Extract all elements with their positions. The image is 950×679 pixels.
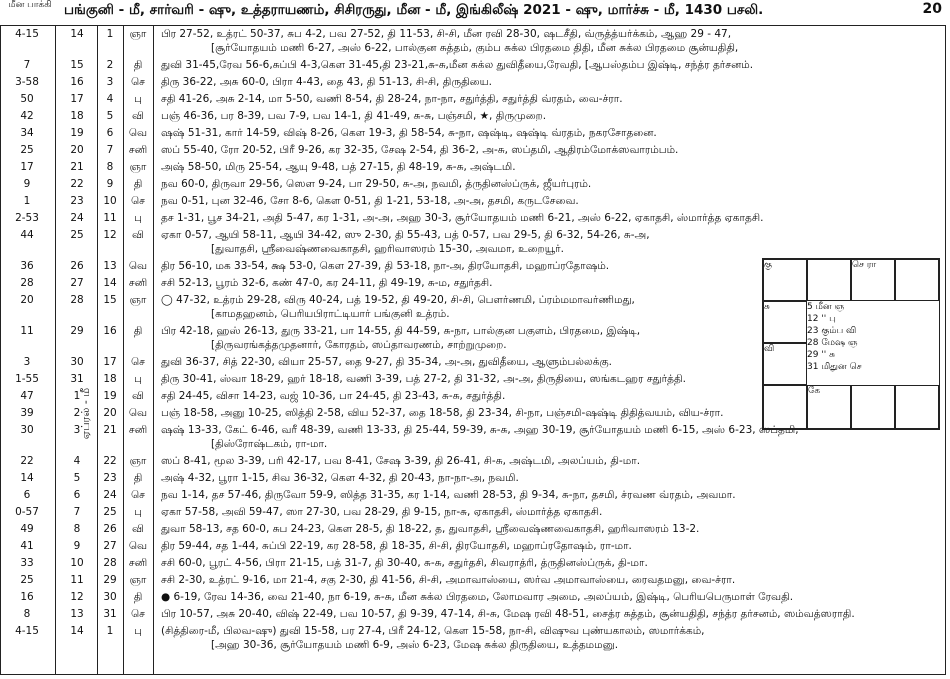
row-col2: 15 [70,59,84,71]
row-col3: 5 [106,110,114,122]
row-weekday: வெ [128,127,148,139]
table-row [1,608,945,624]
row-col2: 1 [73,390,81,402]
row-weekday: வெ [128,407,148,419]
table-row [1,472,945,488]
table-row [1,229,945,259]
table-row [1,127,945,143]
row-details: பஞ் 18-58, அனு 10-25, ஸித்தி 2-58, விய 52-37, தை 18-58, தி 23-34, சி-நா, பஞ்சமி-ஷஷ்டி திதித்வயம், விய-ச்ரா. [161,407,724,419]
row-details-continued: [திருவரங்கத்தமுதனார், கோரதம், ஸப்தாவரணம், சாற்றுமுறை. [211,339,507,351]
row-details: ஷஷ் 51-31, கார் 14-59, விஷ் 8-26, கௌ 19-3, தி 58-54, சு-நா, ஷஷ்டி, ஷஷ்டி வ்ரதம், நகரசோதனை. [161,127,657,139]
row-weekday: பு [134,212,142,224]
row-details: சதி 24-45, விசா 14-23, வஜ் 10-36, பா 24-45, தி 23-43, சு-சு, சதுர்த்தி. [161,390,506,402]
row-col2: 14 [70,625,84,637]
page-title: பங்குனி - மீ, சார்வரி - ஷு, உத்தராயணம், சிசிரருது, மீன - மீ, இங்கிலீஷ் 2021 - ஷு, மார்ச்சு - மீ, 1430 பசலி. [64,2,764,18]
left-top-label: மீன பாக்கி [8,0,52,10]
row-details: பிர 42-18, ஹஸ் 26-13, துரு 33-21, பா 14-55, தி 44-59, சு-நா, பால்குன பகுளம், பிரதமை, இஷ்டி, [161,325,641,337]
row-col3: 19 [103,390,117,402]
row-col3: 1 [106,28,114,40]
row-col3: 26 [103,523,117,535]
row-details: சசி 52-13, பூரம் 32-6, கண் 47-0, கர 24-11, தி 49-19, சு-ம, சதுர்தசி. [161,277,493,289]
row-col1: 22 [20,455,34,467]
row-weekday: ஞா [129,574,147,586]
row-weekday: தி [133,59,143,71]
row-col1: 25 [20,574,34,586]
row-details: நவ 0-51, புன 32-46, சோ 8-6, கௌ 0-51, தி 1-21, 53-18, அ-அ, தசமி, கருடசேவை. [161,195,579,207]
table-row [1,489,945,505]
month-side-label: ஏப்ரல் - மீ [79,387,93,440]
row-details-continued: [காமதஹனம், பெரியபிராட்டியார் பங்குனி உத்ரம். [211,308,450,320]
grid-cell [807,259,851,301]
row-col2: 27 [70,277,84,289]
table-row [1,212,945,228]
row-col2: 16 [70,76,84,88]
row-col3: 22 [103,455,117,467]
row-weekday: வி [132,110,144,122]
row-col2: 31 [70,373,84,385]
row-details: (சித்திரை-மீ, பிலவ-ஷு) துவி 15-58, பர 27-4, பிரீ 24-12, கௌ 15-58, நா-சி, விஷுவ புண்யகாலம், ஸமார்க்கம், [161,625,705,637]
row-col3: 16 [103,325,117,337]
row-col3: 28 [103,557,117,569]
row-details: ● 6-19, ரேவ 14-36, வை 21-40, நா 6-19, சு-சு, மீன சுக்ல பிரதமை, லோமவார அமை, அலப்யம், இஷ்டி, பெரியபெருமாள் ரேவதி. [161,591,794,603]
row-col3: 1 [106,625,114,637]
row-col2: 3 [73,424,81,436]
row-col2: 22 [70,178,84,190]
row-col1: 50 [20,93,34,105]
row-weekday: செ [131,489,145,501]
row-details: திர 56-10, மக 33-54, க்ஷ 53-0, கௌ 27-39, தி 53-18, நா-அ, திரயோதசி, மஹாப்ரதோஷம். [161,260,610,272]
table-row [1,110,945,126]
row-details-continued: [சூர்யோதயம் மணி 6-27, அஸ் 6-22, பால்குன சுத்தம், கும்ப சுக்ல பிரதமை திதி, மீன சுக்ல பிரதமை சூன்யதிதி, [211,42,739,54]
row-col2: 24 [70,212,84,224]
row-col1: 1-55 [15,373,39,385]
row-weekday: சனி [128,144,148,156]
row-col2: 28 [70,294,84,306]
row-weekday: சனி [128,277,148,289]
row-col1: 30 [20,424,34,436]
row-weekday: பு [134,625,142,637]
row-weekday: பு [134,373,142,385]
table-row [1,178,945,194]
row-col3: 9 [106,178,114,190]
row-col1: 49 [20,523,34,535]
row-weekday: வி [132,229,144,241]
table-row [1,506,945,522]
row-col3: 8 [106,161,114,173]
grid-cell [851,385,895,429]
table-row [1,195,945,211]
grid-line: 28 மேஷ ஞ [807,338,858,348]
row-col2: 10 [70,557,84,569]
row-col1: 6 [23,489,31,501]
row-col3: 23 [103,472,117,484]
table-row [1,76,945,92]
row-col1: 34 [20,127,34,139]
row-col1: 36 [20,260,34,272]
row-details: ஏகா 0-57, ஆயி 58-11, ஆயி 34-42, ஸு 2-30, தி 55-43, பத் 0-57, பவ 29-5, தி 6-32, 54-26, சு-அ, [161,229,650,241]
row-col3: 31 [103,608,117,620]
row-weekday: தி [133,178,143,190]
table-row [1,455,945,471]
row-col3: 25 [103,506,117,518]
row-details: துவி 36-37, சித் 22-30, வியா 25-57, தை 9-27, தி 35-34, அ-அ, துவிதீயை, ஆளும்பல்லக்கு. [161,356,613,368]
page-header [0,0,950,22]
row-weekday: செ [131,76,145,88]
row-col2: 5 [73,472,81,484]
row-weekday: வெ [128,260,148,272]
row-details-continued: [துவாதசி, ஸ்ரீவைஷ்ணவைகாதசி, ஹரிவாஸரம் 15-30, அவமா, உறையூர். [211,243,564,255]
row-weekday: சனி [128,557,148,569]
grid-cell [763,385,807,429]
row-col1: 4-15 [15,28,39,40]
row-details: துவா 58-13, சத 60-0, சுப 24-23, கௌ 28-5, தி 18-22, த, துவாதசி, ஸ்ரீவைஷ்ணவைகாதசி, ஹரிவாஸரம் 13-2. [161,523,700,535]
grid-cell: சு [763,301,807,343]
row-details: ஸப் 55-40, ரோ 20-52, பிரீ 9-26, கர 32-35, சேஷ 2-54, தி 36-2, அ-சு, ஸப்தமி, ஆதிரம்மோக்ஸவாரம்பம். [161,144,679,156]
row-col2: 23 [70,195,84,207]
page-number: 20 [922,1,942,17]
table-row [1,591,945,607]
row-col1: 7 [23,59,31,71]
grid-cell [895,385,939,429]
row-col3: 2 [106,59,114,71]
row-col1: 25 [20,144,34,156]
row-details: பஞ் 46-36, பர 8-39, பவ 7-9, பவ 14-1, தி 41-49, சு-சு, பஞ்சமி, ★, திருமுறை. [161,110,547,122]
row-col3: 6 [106,127,114,139]
row-weekday: வெ [128,540,148,552]
row-weekday: செ [131,608,145,620]
row-col1: 16 [20,591,34,603]
grid-line: 31 மிதுன செ [807,362,862,372]
row-details: துவி 31-45,ரேவ 56-6,சுப்பி 4-3,கௌ 31-45,தி 23-21,சு-சு,மீன சுக்ல துவிதீயை,ரேவதி, [ஆபஸ்தம்ப இஷ்டி, சந்த்ர தர்சனம். [161,59,754,71]
row-col2: 6 [73,489,81,501]
row-col1: 0-57 [15,506,39,518]
row-details: தச 1-31, பூச 34-21, அதி 5-47, கர 1-31, அ-அ, அஹ 30-3, சூர்யோதயம் மணி 6-21, அஸ் 6-22, ஏகாதசி, ஸ்மார்த்த ஏகாதசி. [161,212,764,224]
row-col2: 18 [70,110,84,122]
row-col3: 18 [103,373,117,385]
row-details: திரு 36-22, அசு 60-0, பிரா 4-43, தை 43, தி 51-13, சி-சி, திருதியை. [161,76,492,88]
row-details: பிர 10-57, அசு 20-40, விஷ் 22-49, பவ 10-57, தி 9-39, 47-14, சி-சு, மேஷ ரவி 48-51, சைத்ர சுத்தம், சூன்யதிதி, சந்த்ர தர்சனம், ஸம்வத்ஸராதி. [161,608,855,620]
row-col2: 4 [73,455,81,467]
astro-grid [762,258,940,430]
row-col2: 7 [73,506,81,518]
row-details: பிர 27-52, உத்ரட் 50-37, சுப 4-2, பவ 27-52, தி 11-53, சி-சி, மீன ரவி 28-30, ஷடசீதி, வ்ருத்த்யர்க்கம், ஆஹ 29 - 47, [161,28,732,40]
row-weekday: தி [133,325,143,337]
row-col3: 7 [106,144,114,156]
row-weekday: தி [133,591,143,603]
row-col1: 17 [20,161,34,173]
row-col3: 12 [103,229,117,241]
grid-cell: செ ரா [851,259,895,301]
row-col2: 9 [73,540,81,552]
row-details: அஷ் 4-32, பூரா 1-15, சிவ 36-32, கௌ 4-32, தி 20-43, நா-நா-அ, நவமி. [161,472,519,484]
row-col2: 14 [70,28,84,40]
row-weekday: ஞா [129,455,147,467]
grid-line: 29 '' சு [807,350,835,360]
row-col2: 2 [73,407,81,419]
grid-line: 12 '' பு [807,314,836,324]
row-col2: 8 [73,523,81,535]
row-col3: 17 [103,356,117,368]
row-col3: 15 [103,294,117,306]
row-col1: 11 [20,325,34,337]
row-col3: 3 [106,76,114,88]
row-col1: 9 [23,178,31,190]
row-details: சதி 41-26, அசு 2-14, மா 5-50, வணி 8-54, தி 28-24, நா-நா, சதுர்த்தி, சதுர்த்தி வ்ரதம், வை-ச்ரா. [161,93,623,105]
row-details: ஷஷ் 13-33, கேட் 6-46, வரீ 48-39, வணி 13-33, தி 25-44, 59-39, சு-சு, அஹ 30-19, சூர்யோதயம் மணி 6-15, அஸ் 6-23, ஸப்தமி, [161,424,799,436]
row-weekday: வி [132,523,144,535]
row-details: சசி 60-0, பூரட் 4-56, பிரா 21-15, பத் 31-7, தி 30-40, சு-சு, சதுர்தசி, சிவராத்ரி, த்ருதினஸ்ப்ருக், தி-மா. [161,557,648,569]
row-col3: 4 [106,93,114,105]
row-col2: 20 [70,144,84,156]
row-col2: 19 [70,127,84,139]
row-details: திர 59-44, சத 1-44, சுப்பி 22-19, கர 28-58, தி 18-35, சி-சி, திரயோதசி, மஹாப்ரதோஷம், ரா-மா. [161,540,632,552]
row-details: நவ 1-14, தச 57-46, திருவோ 59-9, ஸித்த 31-35, கர 1-14, வணி 28-53, தி 9-34, சு-நா, தசமி, ச்ரவண வ்ரதம், அவமா. [161,489,736,501]
table-row [1,625,945,655]
table-row [1,93,945,109]
row-col1: 4-15 [15,625,39,637]
row-col3: 10 [103,195,117,207]
grid-cell: கே [807,385,851,429]
table-row [1,161,945,177]
row-col1: 42 [20,110,34,122]
row-col1: 3 [23,356,31,368]
grid-cell: கு [763,259,807,301]
row-weekday: பு [134,93,142,105]
row-col2: 17 [70,93,84,105]
row-col3: 11 [103,212,117,224]
row-col1: 33 [20,557,34,569]
row-details: ஏகா 57-58, அவி 59-47, ஸா 27-30, பவ 28-29, தி 9-15, நா-சு, ஏகாதசி, ஸ்மார்த்த ஏகாதசி. [161,506,603,518]
table-row [1,59,945,75]
row-weekday: செ [131,195,145,207]
grid-line: 23 கும்ப வி [807,326,857,336]
row-col3: 13 [103,260,117,272]
row-col3: 30 [103,591,117,603]
row-col2: 30 [70,356,84,368]
row-col3: 27 [103,540,117,552]
row-col1: 20 [20,294,34,306]
grid-line: 5 மீன ஞ [807,302,845,312]
row-col3: 14 [103,277,117,289]
row-col2: 26 [70,260,84,272]
row-col3: 21 [103,424,117,436]
row-col1: 8 [23,608,31,620]
row-col2: 21 [70,161,84,173]
row-col1: 28 [20,277,34,289]
row-col2: 11 [70,574,84,586]
table-row [1,144,945,160]
row-weekday: ஞா [129,28,147,40]
table-row [1,28,945,58]
row-weekday: செ [131,356,145,368]
grid-center [807,301,895,385]
row-col1: 47 [20,390,34,402]
row-col3: 24 [103,489,117,501]
table-row [1,557,945,573]
row-details-continued: [அஹ 30-36, சூர்யோதயம் மணி 6-9, அஸ் 6-23, மேஷ சுக்ல திருதியை, உத்தமமனு. [211,639,619,651]
row-details: ஸப் 8-41, மூல 3-39, பரி 42-17, பவ 8-41, சேஷ 3-39, தி 26-41, சி-சு, அஷ்டமி, அலப்யம், தி-மா. [161,455,641,467]
row-details-continued: [திஸ்ரோஷ்டகம், ரா-மா. [211,438,328,450]
row-weekday: சனி [128,424,148,436]
grid-cell [895,259,939,301]
table-row [1,574,945,590]
row-col1: 41 [20,540,34,552]
grid-cell: வி [763,343,807,385]
table-row [1,540,945,556]
row-col1: 2-53 [15,212,39,224]
row-col2: 12 [70,591,84,603]
row-col2: 13 [70,608,84,620]
row-weekday: வி [132,390,144,402]
row-details: நவ 60-0, திருவா 29-56, ஸௌ 9-24, பா 29-50, சு-அ, நவமி, த்ருதினஸ்ப்ருக், ஜீயர்புரம். [161,178,592,190]
row-details: சசி 2-30, உத்ரட் 9-16, மா 21-4, சகு 2-30, தி 41-56, சி-சி, அமாவாஸ்யை, ஸர்வ அமாவாஸ்யை, ரைவதமனு, வை-ச்ரா. [161,574,736,586]
row-col3: 20 [103,407,117,419]
row-col1: 3-58 [15,76,39,88]
row-col1: 39 [20,407,34,419]
row-weekday: பு [134,506,142,518]
row-weekday: ஞா [129,294,147,306]
row-col1: 14 [20,472,34,484]
row-details: அஷ் 58-50, மிரு 25-54, ஆயு 9-48, பத் 27-15, தி 48-19, சு-சு, அஷ்டமி. [161,161,516,173]
row-details: ◯ 47-32, உத்ரம் 29-28, விரு 40-24, பத் 19-52, தி 49-20, சி-சி, பௌர்ணமி, ப்ரம்மமாவர்ணிமது, [161,294,635,306]
row-weekday: தி [133,472,143,484]
table-row [1,523,945,539]
row-col3: 29 [103,574,117,586]
row-col2: 25 [70,229,84,241]
row-col2: 29 [70,325,84,337]
row-col1: 1 [23,195,31,207]
row-col1: 44 [20,229,34,241]
row-weekday: ஞா [129,161,147,173]
row-details: திரு 30-41, ஸ்வா 18-29, ஹர் 18-18, வணி 3-39, பத் 27-2, தி 31-32, அ-அ, திருதியை, ஸங்கடஹர சதுர்த்தி. [161,373,686,385]
